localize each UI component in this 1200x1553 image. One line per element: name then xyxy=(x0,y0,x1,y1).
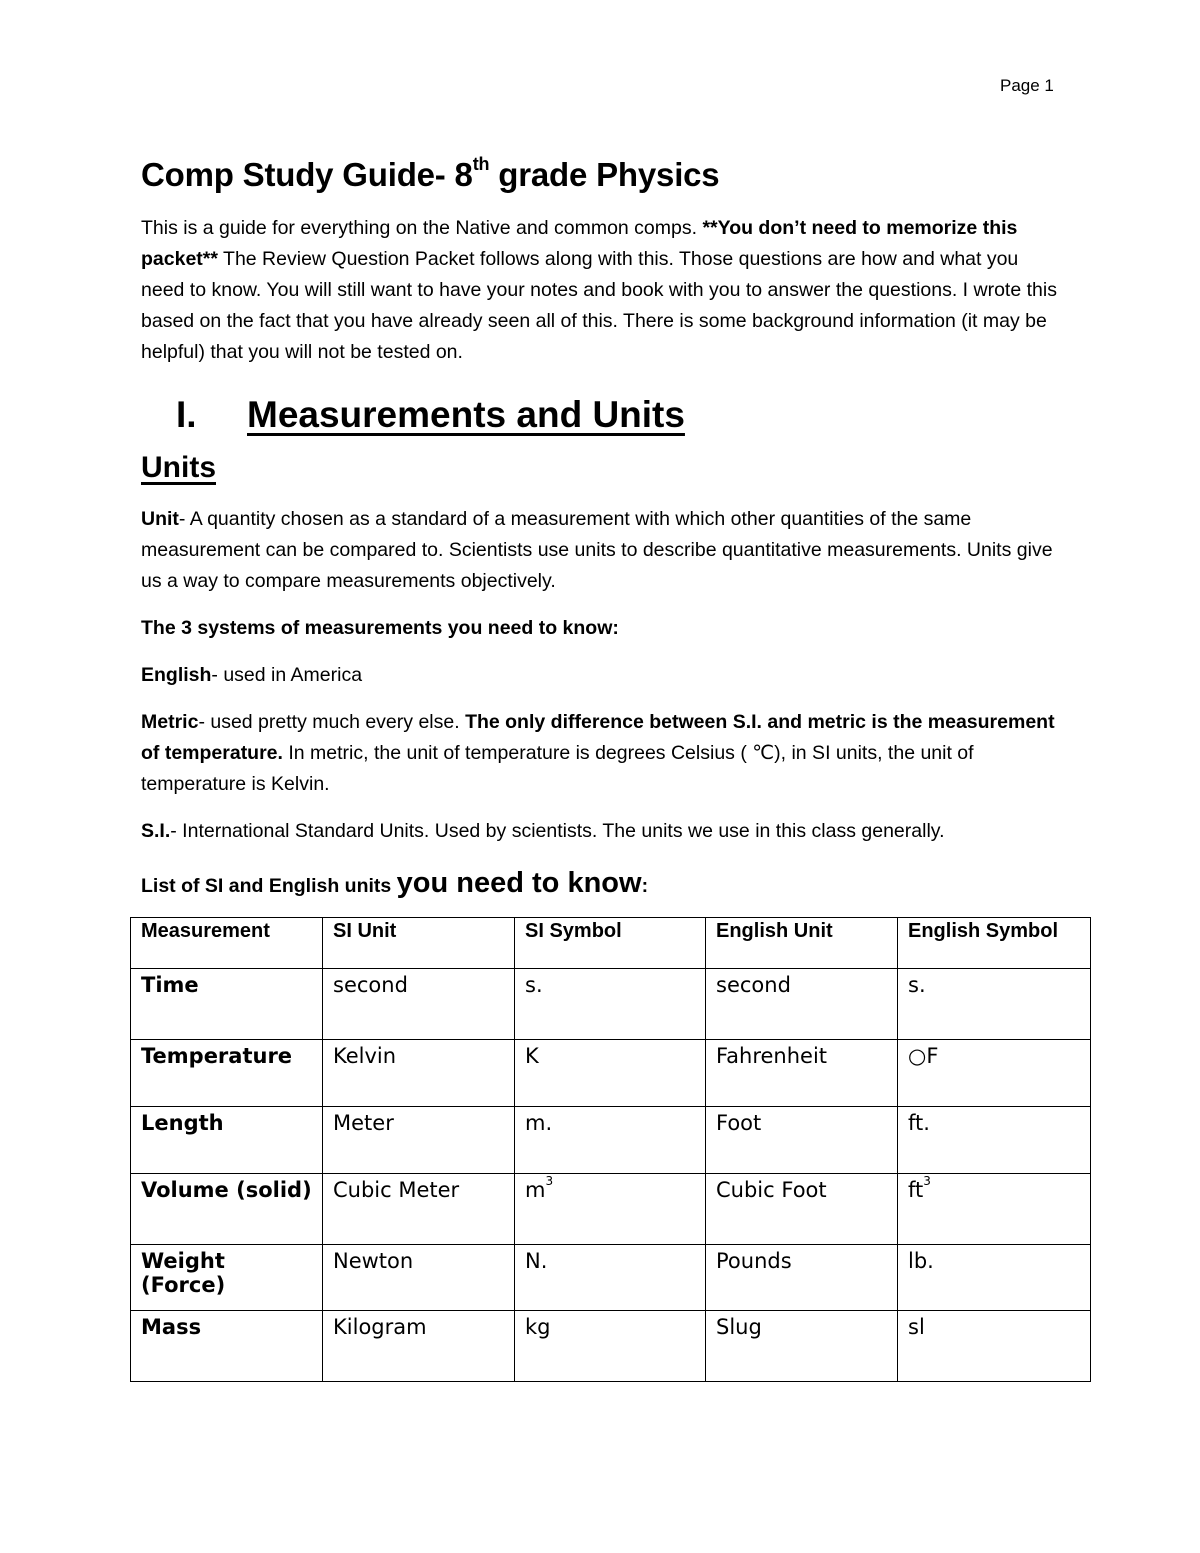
si-text: - International Standard Units. Used by scientists. The units we use in this class generally. xyxy=(170,820,945,842)
table-header-row xyxy=(131,918,1091,969)
header-si-unit: SI Unit xyxy=(323,918,515,969)
intro-paragraph xyxy=(141,213,1061,368)
table-row xyxy=(131,1040,1091,1107)
cell-si-symbol xyxy=(515,1311,706,1382)
cell-english-unit: Fahrenheit xyxy=(706,1040,898,1107)
section-title: Measurements and Units xyxy=(247,394,685,435)
header-si-symbol: SI Symbol xyxy=(515,918,706,969)
cell-english-unit: Cubic Foot xyxy=(706,1174,898,1245)
cell-si-unit: Kelvin xyxy=(323,1040,515,1107)
si-symbol-text: K xyxy=(525,1044,539,1068)
intro-text-2: The Review Question Packet follows along with this. Those questions are how and what you need to know. You will still want to have your notes and book with you to answer the questions. I wrote this based on the fact that you have already seen all of this. There is some background information (it may be helpful) that you will not be tested on. xyxy=(141,248,1057,363)
cell-english-symbol xyxy=(898,1174,1091,1245)
cell-si-symbol xyxy=(515,1245,706,1311)
si-symbol-exponent: 3 xyxy=(545,1174,554,1188)
intro-bold-note: **You don’t need to memorize this packet** xyxy=(141,217,1018,270)
si-symbol-text: N. xyxy=(525,1249,548,1273)
header-english-symbol: English Symbol xyxy=(898,918,1091,969)
cell-english-unit: second xyxy=(706,969,898,1040)
metric-definition xyxy=(141,707,1061,800)
document-title xyxy=(141,140,1061,203)
intro-text-1: This is a guide for everything on the Native and common comps. xyxy=(141,217,703,239)
title-prefix: Comp Study Guide- 8 xyxy=(141,156,473,193)
table-caption-big: you need to know xyxy=(396,867,642,899)
table-row xyxy=(131,1174,1091,1245)
header-measurement: Measurement xyxy=(131,918,323,969)
metric-text-2: In metric, the unit of temperature is degrees Celsius ( ℃), in SI units, the unit of temperature is Kelvin. xyxy=(141,742,974,795)
cell-measurement: Weight (Force) xyxy=(131,1245,323,1311)
cell-si-symbol xyxy=(515,1174,706,1245)
cell-si-unit: Newton xyxy=(323,1245,515,1311)
title-suffix: grade Physics xyxy=(489,156,720,193)
subsection-heading: Units xyxy=(141,451,216,484)
si-symbol-text: s. xyxy=(525,973,543,997)
cell-english-symbol xyxy=(898,1107,1091,1174)
header-english-unit: English Unit xyxy=(706,918,898,969)
table-caption-end: : xyxy=(641,875,649,897)
section-numeral: I. xyxy=(176,394,197,435)
cell-english-symbol xyxy=(898,1040,1091,1107)
english-symbol-text: s. xyxy=(908,973,926,997)
cell-si-symbol xyxy=(515,1107,706,1174)
cell-english-symbol xyxy=(898,969,1091,1040)
english-symbol-text: ft. xyxy=(908,1111,930,1135)
section-heading xyxy=(141,390,1061,440)
unit-definition xyxy=(141,504,1061,597)
si-symbol-text: kg xyxy=(525,1315,551,1339)
cell-english-unit: Foot xyxy=(706,1107,898,1174)
cell-measurement: Time xyxy=(131,969,323,1040)
cell-english-unit: Pounds xyxy=(706,1245,898,1311)
si-definition xyxy=(141,816,1061,847)
english-symbol-text: sl xyxy=(908,1315,925,1339)
cell-english-symbol xyxy=(898,1245,1091,1311)
cell-si-unit: Kilogram xyxy=(323,1311,515,1382)
metric-text-1: - used pretty much every else. xyxy=(198,711,466,733)
cell-si-unit: second xyxy=(323,969,515,1040)
cell-measurement: Length xyxy=(131,1107,323,1174)
title-superscript: th xyxy=(472,154,490,174)
table-row xyxy=(131,1107,1091,1174)
table-caption-small: List of SI and English units xyxy=(141,875,397,897)
cell-si-symbol xyxy=(515,1040,706,1107)
si-term: S.I. xyxy=(141,820,171,842)
table-caption xyxy=(141,867,1061,900)
cell-measurement: Mass xyxy=(131,1311,323,1382)
table-row xyxy=(131,1245,1091,1311)
cell-measurement: Temperature xyxy=(131,1040,323,1107)
english-symbol-text: ○F xyxy=(908,1044,939,1068)
si-symbol-text: m. xyxy=(525,1111,553,1135)
english-symbol-exponent: 3 xyxy=(923,1174,931,1188)
systems-heading xyxy=(141,613,1061,644)
cell-si-symbol xyxy=(515,969,706,1040)
table-row xyxy=(131,1311,1091,1382)
metric-term: Metric xyxy=(141,711,199,733)
english-symbol-text: ft xyxy=(908,1178,924,1202)
english-symbol-text: lb. xyxy=(908,1249,934,1273)
cell-si-unit: Meter xyxy=(323,1107,515,1174)
english-text: - used in America xyxy=(211,664,363,686)
metric-bold-note: The only difference between S.I. and metric is the measurement of temperature. xyxy=(141,711,1055,764)
cell-english-unit: Slug xyxy=(706,1311,898,1382)
systems-heading-text: The 3 systems of measurements you need to know: xyxy=(141,617,619,639)
table-row xyxy=(131,969,1091,1040)
cell-measurement: Volume (solid) xyxy=(131,1174,323,1245)
cell-english-symbol xyxy=(898,1311,1091,1382)
unit-term: Unit xyxy=(141,508,179,530)
si-symbol-text: m xyxy=(525,1178,546,1202)
english-term: English xyxy=(141,664,212,686)
document-body xyxy=(141,140,1061,900)
cell-si-unit: Cubic Meter xyxy=(323,1174,515,1245)
page-number: Page 1 xyxy=(1000,76,1054,95)
units-table xyxy=(130,917,1091,1382)
unit-definition-text: - A quantity chosen as a standard of a measurement with which other quantities of the same measurement can be compared to. Scientists use units to describe quantitative measurements. Units give us a way to compare measurements objectively. xyxy=(141,508,1053,592)
english-definition xyxy=(141,660,1061,691)
